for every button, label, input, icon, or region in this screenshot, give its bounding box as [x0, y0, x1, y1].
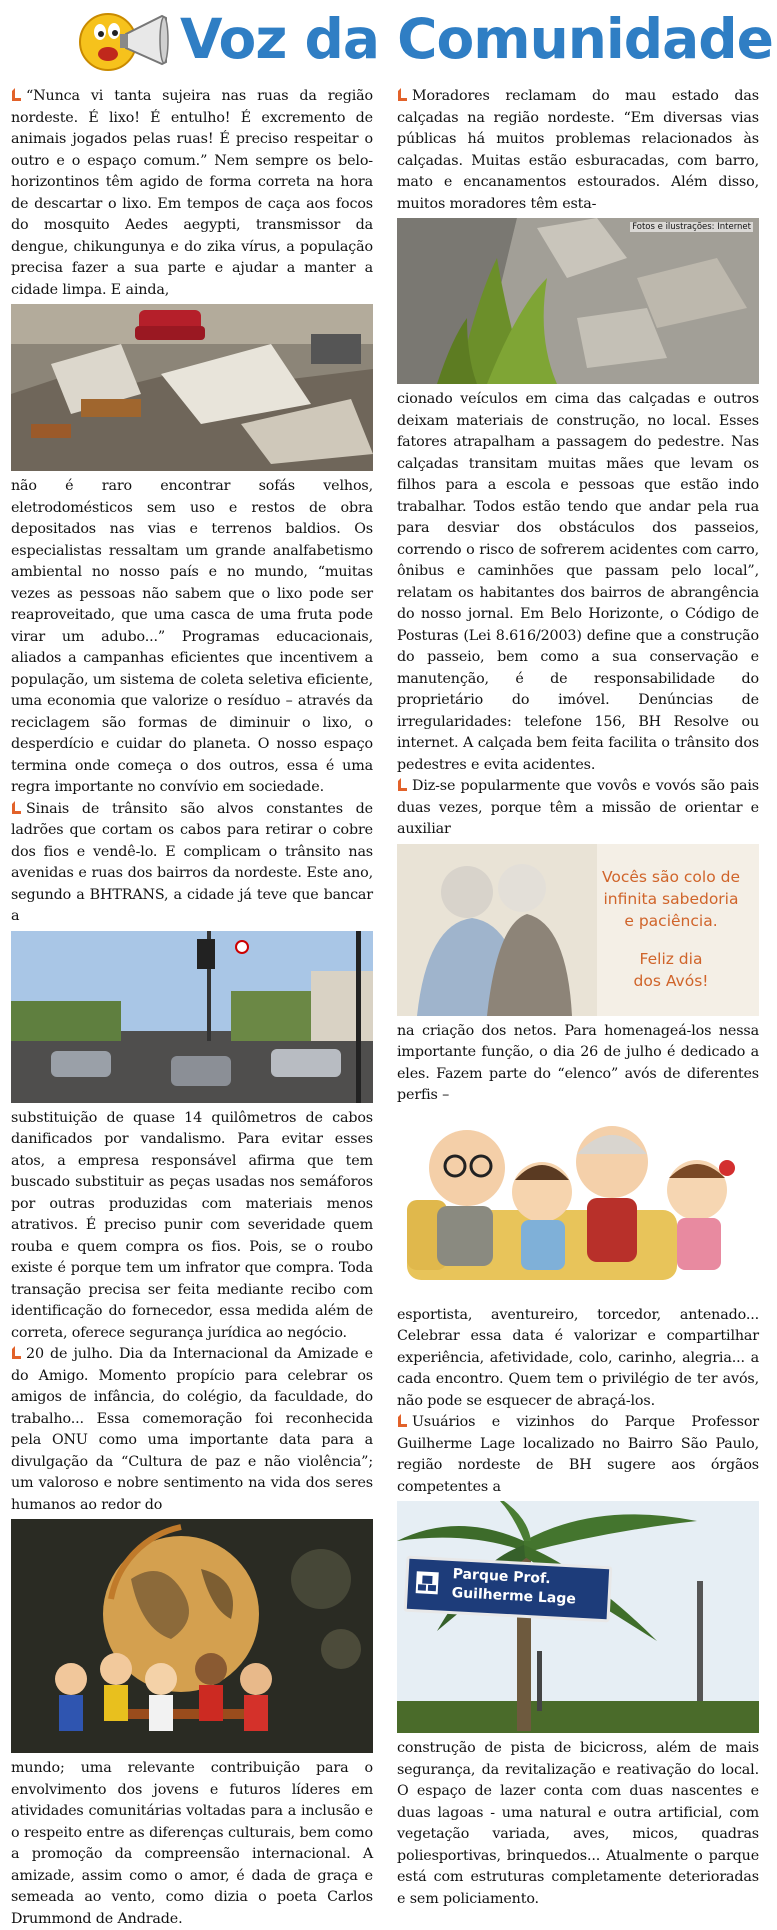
bullet-mark-icon: [11, 87, 22, 102]
grandparents-card-text: [587, 866, 755, 992]
article-garbage-body: não é raro encontrar sofás velhos, eletrodomésticos sem uso e restos de obra depositados nas vias e terrenos baldios. Os especialistas ressaltam um grande analfabetismo ambiental no nosso país e no mundo, “muitas vezes as pessoas não sabem que o lixo pode ser reaproveitado, que uma casca de uma fruta pode virar um adubo...” Programas educacionais, aliados a campanhas eficientes que incentivem a população, um sistema de coleta seletiva eficiente, uma economia que valorize o resíduo – através da reciclagem são formas de diminuir o lixo, o desperdício e cuidar do planeta. O nosso espaço termina onde começa o dos outros, essa é uma regra importante no convívio em sociedade.: [11, 478, 373, 795]
park-sign-text: [451, 1565, 577, 1609]
sign-line: Parque Prof.: [452, 1566, 552, 1588]
park-sign-photo: [397, 1501, 759, 1733]
article-grandparents-closing: esportista, aventureiro, torcedor, antenado... Celebrar essa data é valorizar e compartilhar experiência, afetividade, colo, carinho, alegria... a cada encontro. Quem tem o privilégio de ter avós, não pode se esquecer de abraçá-los.: [397, 1306, 759, 1409]
article-park-intro: [397, 1412, 759, 1498]
article-sidewalks-body: cionado veículos em cima das calçadas e outros deixam materiais de construção, no local. Esses fatores atrapalham a passagem do pedestre. Nas calçadas transitam muitas mães que levam os filhos para a escola e pessoas que estão indo trabalhar. Todos estão tendo que andar pela rua para desviar dos obstáculos dos passeios, correndo o risco de sofrerem acidentes com carro, ônibus e caminhões que passam pelo local”, relatam os habitantes dos bairros de abrangência do nosso jornal. Em Belo Horizonte, o Código de Posturas (Lei 8.616/2003) define que a construção do passeio, bem como a sua conservação e manutenção, é de responsabilidade do proprietário do imóvel. Denúncias de irregularidades: telefone 156, BH Resolve ou internet. A calçada bem feita facilita o trânsito dos pedestres e evita acidentes.: [397, 391, 759, 773]
card-line: dos Avós!: [633, 971, 709, 990]
article-text: Usuários e vizinhos do Parque Professor Guilherme Lage localizado no Bairro São Paulo, região nordeste de BH sugere aos órgãos competentes a: [397, 1414, 759, 1495]
article-friendship-day: [11, 1344, 373, 1516]
megaphone-mascot-icon: [74, 4, 174, 76]
article-friendship-body: mundo; uma relevante contribuição para o envolvimento dos jovens e futuros líderes em atividades comunitárias voltadas para a inclusão e o respeito entre as diferenças culturais, bem como a promoção da compreensão internacional. A amizade, assim como o amor, é dada de graça e semeada ao vento, como dizia o poeta Carlos Drummond de Andrade.: [11, 1760, 373, 1927]
grandparents-card: [397, 844, 759, 1016]
right-column: [397, 86, 759, 1910]
article-park-body: construção de pista de bicicross, além de mais segurança, da revitalização e reativação do local. O espaço de lazer conta com duas nascentes e duas lagoas - uma natural e outra artificial, com vegetação variada, aves, micos, quadras poliesportivas, brinquedos... Atualmente o parque está com estruturas completamente deterioradas e sem policiamento.: [397, 1740, 759, 1907]
article-grandparents-body: na criação dos netos. Para homenageá-los nessa importante função, o dia 26 de julho é dedicado a eles. Fazem parte do “elenco” avós de diferentes perfis –: [397, 1022, 759, 1103]
article-text: Sinais de trânsito são alvos constantes de ladrões que cortam os cabos para retirar o cobre dos fios e vendê-lo. E complicam o trânsito nas avenidas e ruas dos bairros da nordeste. Este ano, segundo a BHTRANS, a cidade já teve que bancar a: [11, 800, 373, 924]
garbage-dump-photo: [11, 304, 373, 471]
article-text: “Nunca vi tanta sujeira nas ruas da região nordeste. É lixo! É entulho! É excremento de animais jogados pelas ruas! É preciso respeitar o outro e o espaço comum.” Nem sempre os belo-horizontinos têm agido de forma correta na hora de descartar o lixo. Em tempos de caça aos focos do mosquito Aedes aegypti, transmissor da dengue, chikungunya e do zika vírus, a população precisa fazer a sua parte e ajudar a manter a cidade limpa. E ainda,: [11, 88, 373, 298]
sign-line: Guilherme Lage: [451, 1585, 577, 1608]
article-sidewalks-intro: [397, 86, 759, 215]
card-line: e paciência.: [624, 911, 718, 930]
article-text: Diz-se popularmente que vovôs e vovós são pais duas vezes, porque têm a missão de orientar e auxiliar: [397, 778, 759, 837]
globe-dolls-photo: [11, 1519, 373, 1753]
article-text: 20 de julho. Dia da Internacional da Amizade e do Amigo. Momento propício para celebrar os amigos de infância, do colégio, da faculdade, do trabalho... Essa comemoração foi reconhecida pela ONU como uma importante data para a divulgação da “Cultura de paz e não violência”; um valoroso e nobre sentimento na vida dos seres humanos ao redor do: [11, 1346, 373, 1513]
broken-sidewalk-image: [397, 218, 759, 384]
bullet-mark-icon: [397, 1413, 408, 1428]
masthead: [0, 0, 777, 82]
sign-symbol-icon: [416, 1571, 439, 1594]
article-garbage-intro: [11, 86, 373, 301]
park-name-sign: [404, 1556, 613, 1623]
broken-sidewalk-photo: [397, 218, 759, 384]
article-traffic-lights: [11, 799, 373, 928]
article-traffic-body: substituição de quase 14 quilômetros de cabos danificados por vandalismo. Para evitar esses atos, a empresa responsável afirma que tem buscado substituir as peças usadas nos semáforos por outras produzidas com materiais menos atrativos. É preciso punir com severidade quem rouba e quem compra os fios. Pois, se o roubo existe é porque tem um infrator que compra. Toda transação precisa ser feita mediante recibo com identificação do fornecedor, essa medida além de correta, oferece segurança jurídica ao negócio.: [11, 1109, 373, 1341]
bullet-mark-icon: [11, 1345, 22, 1360]
card-line: Feliz dia: [639, 949, 703, 968]
bullet-mark-icon: [397, 777, 408, 792]
bullet-mark-icon: [397, 87, 408, 102]
bullet-mark-icon: [11, 800, 22, 815]
card-line: infinita sabedoria: [603, 889, 739, 908]
photo-credit: Fotos e ilustrações: Internet: [632, 222, 751, 232]
page-title: Voz da Comunidade: [180, 7, 773, 71]
grandparent-dolls-photo: [397, 1110, 759, 1300]
card-line: Vocês são colo de: [601, 867, 741, 886]
left-column: [11, 86, 373, 1930]
street-traffic-photo: [11, 931, 373, 1103]
article-text: Moradores reclamam do mau estado das calçadas na região nordeste. “Em diversas vias públicas há muitos problemas relacionados às calçadas. Muitas estão esburacadas, com barro, mato e encanamentos estourados. Além disso, muitos moradores têm esta-: [397, 88, 759, 212]
article-grandparents-intro: [397, 776, 759, 841]
